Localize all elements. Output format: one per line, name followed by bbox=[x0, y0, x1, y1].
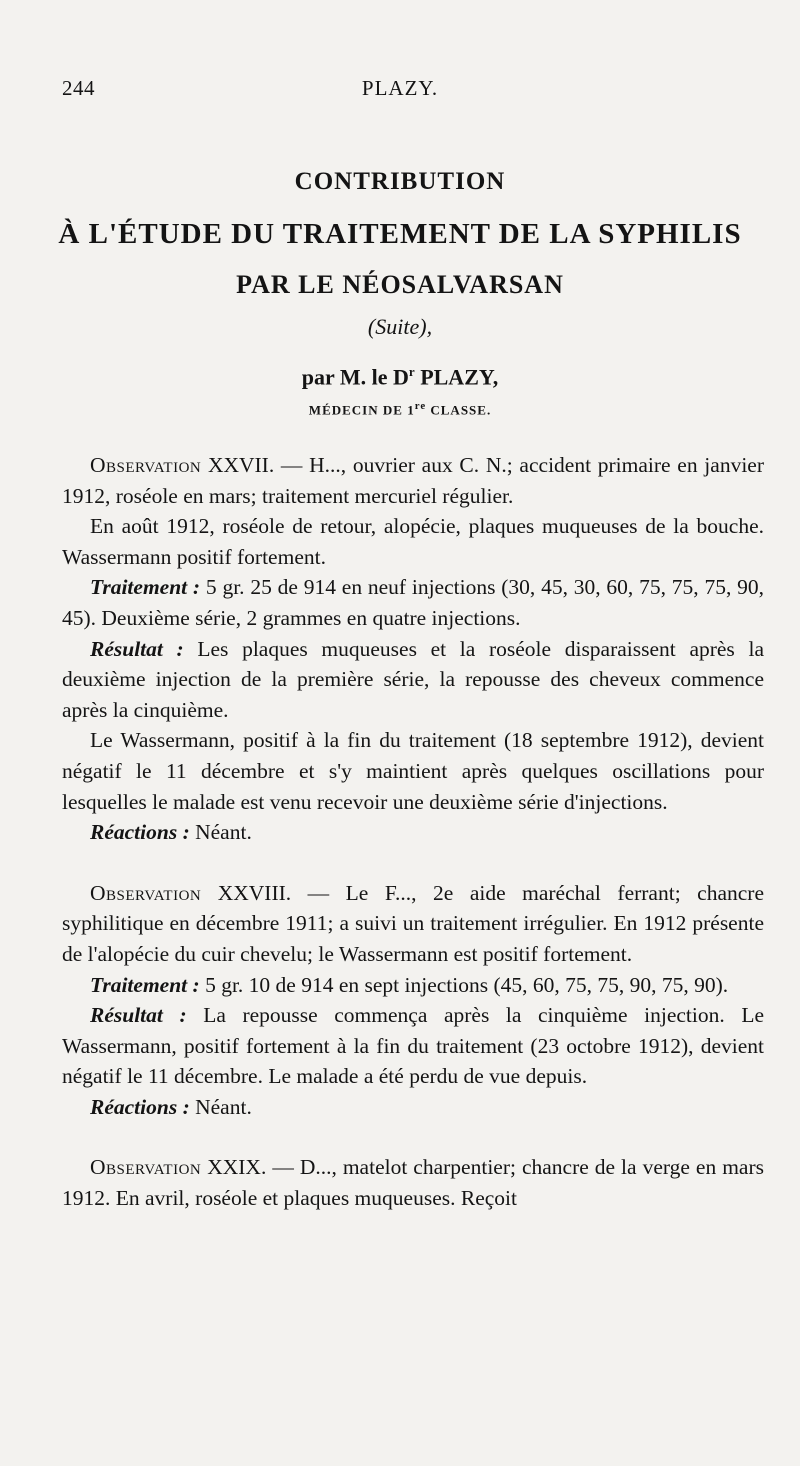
author-rank-post: CLASSE. bbox=[426, 402, 492, 418]
author-line bbox=[40, 364, 760, 394]
article-body bbox=[62, 450, 764, 1214]
observation-27-result bbox=[62, 634, 764, 726]
title-suite bbox=[40, 314, 760, 346]
author-rank-pre: MÉDECIN DE 1 bbox=[308, 402, 415, 418]
observation-27-reactions bbox=[62, 817, 764, 848]
running-title: PLAZY. bbox=[361, 76, 439, 100]
result-label: Résultat : bbox=[90, 636, 184, 661]
page-number: 244 bbox=[62, 76, 95, 100]
observation-28-treatment bbox=[62, 970, 764, 1001]
observation-28-reactions bbox=[62, 1092, 764, 1123]
title-suite-text: (Suite), bbox=[367, 314, 433, 339]
observation-label: Observation bbox=[90, 1155, 202, 1180]
treatment-text: 5 gr. 25 de 914 en neuf injections (30, 45, 30, 60, 75, 75, 75, 90, 45). Deuxième série, 2 grammes en quatre injections. bbox=[62, 575, 764, 630]
observation-text: XXIX. — D..., matelot charpentier; chancre de la verge en mars 1912. En avril, roséole et plaques muqueuses. Reçoit bbox=[62, 1155, 764, 1211]
treatment-label: Traitement : bbox=[90, 575, 201, 600]
observation-27-paragraph: En août 1912, roséole de retour, alopécie, plaques muqueuses de la bouche. Wassermann positif fortement. bbox=[62, 514, 764, 569]
treatment-text: 5 gr. 10 de 914 en sept injections (45, 60, 75, 75, 90, 75, 90). bbox=[199, 972, 729, 997]
reactions-text: Néant. bbox=[189, 1094, 252, 1119]
author-rank-sup: re bbox=[414, 400, 427, 412]
reactions-label: Réactions : bbox=[90, 820, 190, 845]
observation-text: XXVII. — H..., ouvrier aux C. N.; accident primaire en janvier 1912, roséole en mars; traitement mercuriel régulier. bbox=[62, 453, 764, 508]
author-name: PLAZY, bbox=[414, 364, 499, 390]
reactions-text: Néant. bbox=[189, 820, 252, 845]
treatment-label: Traitement : bbox=[90, 972, 200, 997]
title-line-2: À L'ÉTUDE DU TRAITEMENT DE LA SYPHILIS bbox=[58, 218, 742, 250]
observation-29-intro bbox=[62, 1152, 764, 1213]
observation-text: XXVIII. — Le F..., 2e aide maréchal ferrant; chancre syphilitique en décembre 1911; a suivi un traitement irrégulier. En 1912 présente de l'alopécie du cuir chevelu; le Wassermann est positif fortement. bbox=[62, 880, 764, 966]
observation-27-wassermann: Le Wassermann, positif à la fin du traitement (18 septembre 1912), devient négatif le 11 décembre et s'y maintient après quelques oscillations pour lesquelles le malade est venu recevoir une deuxième série d'injections. bbox=[62, 728, 764, 814]
author-rank bbox=[40, 400, 760, 422]
observation-28-result bbox=[62, 1000, 764, 1092]
author-prefix: par M. le D bbox=[301, 364, 409, 390]
author-sup: r bbox=[408, 364, 415, 379]
article-title-block bbox=[40, 168, 760, 422]
title-line-3: PAR LE NÉOSALVARSAN bbox=[236, 270, 564, 299]
observation-label: Observation bbox=[90, 880, 202, 905]
observation-27-treatment bbox=[62, 572, 764, 633]
result-text: Les plaques muqueuses et la roséole disparaissent après la deuxième injection de la première série, la repousse des cheveux commence après la cinquième. bbox=[62, 636, 764, 722]
observation-27-intro bbox=[62, 450, 764, 511]
observation-28-intro bbox=[62, 878, 764, 970]
reactions-label: Réactions : bbox=[90, 1094, 190, 1119]
result-text: La repousse commença après la cinquième injection. Le Wassermann, positif fortement à la fin du traitement (23 octobre 1912), devient négatif le 11 décembre. Le malade a été perdu de vue depuis. bbox=[62, 1003, 764, 1089]
observation-label: Observation bbox=[90, 453, 202, 477]
title-line-1: CONTRIBUTION bbox=[294, 168, 506, 195]
result-label: Résultat : bbox=[90, 1003, 187, 1028]
